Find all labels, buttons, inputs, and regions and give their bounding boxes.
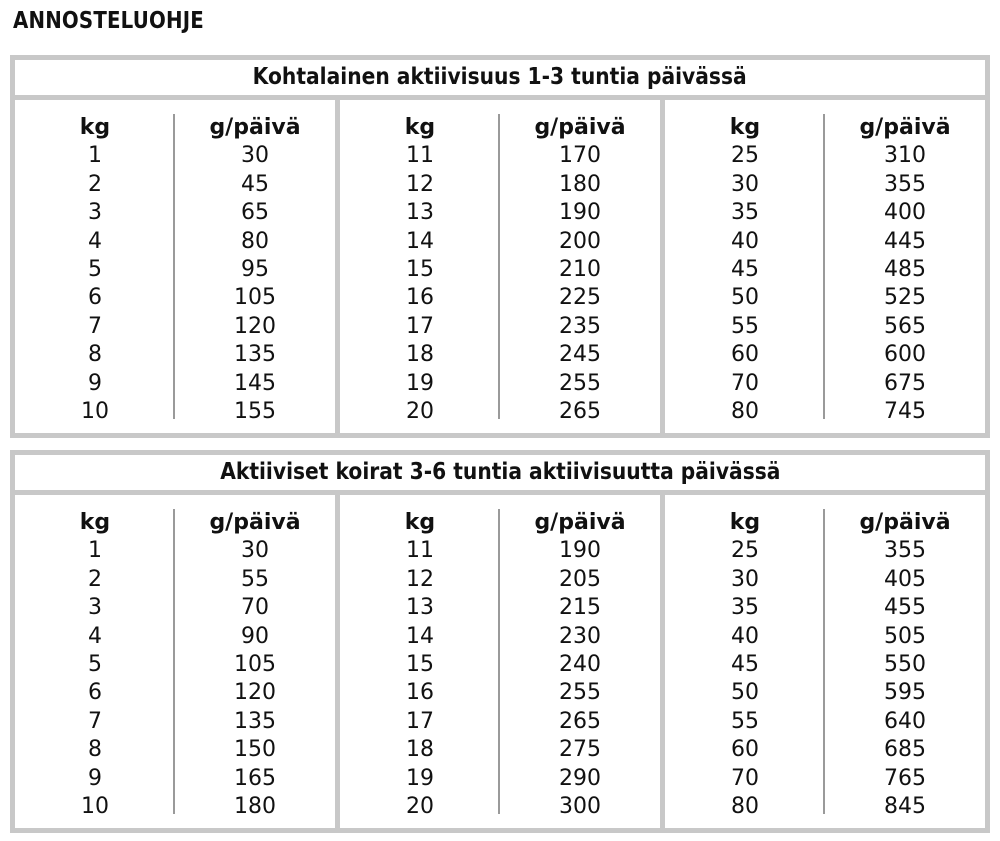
weight-cell: 60	[731, 342, 759, 368]
grams-cell: 200	[559, 228, 601, 254]
grams-cell: 265	[559, 398, 601, 424]
weight-cell: 1	[88, 538, 102, 564]
grams-cell: 255	[559, 370, 601, 396]
dosage-table-active	[10, 450, 990, 833]
grams-cell: 45	[241, 171, 269, 197]
grams-cell: 765	[884, 765, 926, 791]
grams-cell: 550	[884, 651, 926, 677]
weight-column	[665, 114, 825, 433]
column-header: g/päivä	[534, 115, 626, 140]
column-group-1	[15, 100, 335, 433]
weight-cell: 6	[88, 680, 102, 706]
grams-cell: 145	[234, 370, 276, 396]
weight-cell: 12	[406, 566, 434, 592]
column-group-2	[335, 100, 660, 433]
grams-cell: 135	[234, 708, 276, 734]
grams-column	[825, 114, 985, 433]
weight-cell: 10	[81, 398, 109, 424]
grams-cell: 230	[559, 623, 601, 649]
column-group-2	[335, 495, 660, 828]
grams-cell: 30	[241, 143, 269, 169]
grams-cell: 275	[559, 737, 601, 763]
grams-column	[500, 114, 660, 433]
weight-cell: 2	[88, 566, 102, 592]
weight-cell: 4	[88, 623, 102, 649]
grams-cell: 405	[884, 566, 926, 592]
weight-cell: 35	[731, 595, 759, 621]
grams-cell: 455	[884, 595, 926, 621]
grams-cell: 640	[884, 708, 926, 734]
weight-cell: 14	[406, 228, 434, 254]
weight-cell: 70	[731, 370, 759, 396]
grams-cell: 685	[884, 737, 926, 763]
grams-cell: 65	[241, 200, 269, 226]
grams-cell: 180	[559, 171, 601, 197]
weight-cell: 50	[731, 680, 759, 706]
table-heading: Kohtalainen aktiivisuus 1-3 tuntia päivässä	[15, 60, 985, 100]
grams-cell: 55	[241, 566, 269, 592]
weight-cell: 55	[731, 708, 759, 734]
weight-cell: 8	[88, 342, 102, 368]
grams-cell: 80	[241, 228, 269, 254]
weight-cell: 16	[406, 680, 434, 706]
weight-cell: 10	[81, 793, 109, 819]
dosage-table-moderate	[10, 55, 990, 438]
grams-cell: 155	[234, 398, 276, 424]
weight-cell: 55	[731, 313, 759, 339]
grams-cell: 190	[559, 538, 601, 564]
weight-cell: 70	[731, 765, 759, 791]
weight-cell: 6	[88, 285, 102, 311]
weight-cell: 45	[731, 256, 759, 282]
grams-cell: 30	[241, 538, 269, 564]
grams-cell: 235	[559, 313, 601, 339]
grams-cell: 355	[884, 171, 926, 197]
weight-cell: 3	[88, 595, 102, 621]
grams-cell: 135	[234, 342, 276, 368]
weight-cell: 17	[406, 708, 434, 734]
weight-cell: 80	[731, 793, 759, 819]
weight-cell: 12	[406, 171, 434, 197]
grams-cell: 595	[884, 680, 926, 706]
table-heading: Aktiiviset koirat 3-6 tuntia aktiivisuutta päivässä	[15, 455, 985, 495]
grams-cell: 70	[241, 595, 269, 621]
weight-cell: 4	[88, 228, 102, 254]
weight-cell: 1	[88, 143, 102, 169]
weight-cell: 30	[731, 566, 759, 592]
grams-column	[175, 114, 335, 433]
grams-cell: 90	[241, 623, 269, 649]
column-header: g/päivä	[859, 115, 951, 140]
weight-cell: 11	[406, 538, 434, 564]
weight-cell: 18	[406, 737, 434, 763]
grams-cell: 225	[559, 285, 601, 311]
weight-cell: 30	[731, 171, 759, 197]
grams-column	[825, 509, 985, 828]
grams-cell: 525	[884, 285, 926, 311]
grams-cell: 170	[559, 143, 601, 169]
weight-cell: 25	[731, 538, 759, 564]
grams-cell: 165	[234, 765, 276, 791]
grams-cell: 240	[559, 651, 601, 677]
weight-cell: 19	[406, 765, 434, 791]
weight-cell: 15	[406, 256, 434, 282]
table-body	[15, 495, 985, 828]
weight-cell: 40	[731, 623, 759, 649]
grams-cell: 205	[559, 566, 601, 592]
grams-cell: 215	[559, 595, 601, 621]
page-title: ANNOSTELUOHJE	[13, 8, 204, 34]
weight-cell: 14	[406, 623, 434, 649]
grams-cell: 485	[884, 256, 926, 282]
column-group-1	[15, 495, 335, 828]
weight-cell: 40	[731, 228, 759, 254]
weight-column	[665, 509, 825, 828]
weight-cell: 25	[731, 143, 759, 169]
weight-cell: 13	[406, 200, 434, 226]
grams-cell: 105	[234, 285, 276, 311]
grams-cell: 245	[559, 342, 601, 368]
grams-cell: 745	[884, 398, 926, 424]
grams-cell: 150	[234, 737, 276, 763]
weight-cell: 5	[88, 651, 102, 677]
weight-cell: 50	[731, 285, 759, 311]
weight-column	[15, 114, 175, 433]
grams-cell: 845	[884, 793, 926, 819]
weight-cell: 19	[406, 370, 434, 396]
table-body	[15, 100, 985, 433]
grams-cell: 600	[884, 342, 926, 368]
grams-cell: 355	[884, 538, 926, 564]
column-header: g/päivä	[859, 510, 951, 535]
grams-cell: 180	[234, 793, 276, 819]
column-header: kg	[79, 510, 111, 535]
column-header: kg	[729, 510, 761, 535]
column-group-3	[660, 100, 985, 433]
weight-cell: 80	[731, 398, 759, 424]
column-header: g/päivä	[209, 510, 301, 535]
weight-column	[15, 509, 175, 828]
grams-cell: 105	[234, 651, 276, 677]
weight-cell: 17	[406, 313, 434, 339]
column-header: kg	[729, 115, 761, 140]
grams-cell: 505	[884, 623, 926, 649]
weight-cell: 7	[88, 708, 102, 734]
weight-cell: 35	[731, 200, 759, 226]
weight-column	[340, 114, 500, 433]
weight-cell: 15	[406, 651, 434, 677]
grams-cell: 255	[559, 680, 601, 706]
grams-column	[500, 509, 660, 828]
weight-column	[340, 509, 500, 828]
weight-cell: 2	[88, 171, 102, 197]
column-header: kg	[79, 115, 111, 140]
weight-cell: 45	[731, 651, 759, 677]
grams-cell: 120	[234, 313, 276, 339]
weight-cell: 5	[88, 256, 102, 282]
column-header: g/päivä	[534, 510, 626, 535]
weight-cell: 18	[406, 342, 434, 368]
grams-cell: 310	[884, 143, 926, 169]
grams-cell: 565	[884, 313, 926, 339]
weight-cell: 20	[406, 793, 434, 819]
column-group-3	[660, 495, 985, 828]
grams-cell: 265	[559, 708, 601, 734]
column-header: kg	[404, 115, 436, 140]
grams-column	[175, 509, 335, 828]
column-header: g/päivä	[209, 115, 301, 140]
column-header: kg	[404, 510, 436, 535]
grams-cell: 445	[884, 228, 926, 254]
grams-cell: 300	[559, 793, 601, 819]
weight-cell: 9	[88, 765, 102, 791]
weight-cell: 11	[406, 143, 434, 169]
weight-cell: 3	[88, 200, 102, 226]
grams-cell: 675	[884, 370, 926, 396]
grams-cell: 95	[241, 256, 269, 282]
grams-cell: 120	[234, 680, 276, 706]
weight-cell: 7	[88, 313, 102, 339]
weight-cell: 8	[88, 737, 102, 763]
grams-cell: 210	[559, 256, 601, 282]
grams-cell: 190	[559, 200, 601, 226]
weight-cell: 13	[406, 595, 434, 621]
grams-cell: 290	[559, 765, 601, 791]
weight-cell: 9	[88, 370, 102, 396]
weight-cell: 20	[406, 398, 434, 424]
grams-cell: 400	[884, 200, 926, 226]
weight-cell: 16	[406, 285, 434, 311]
weight-cell: 60	[731, 737, 759, 763]
